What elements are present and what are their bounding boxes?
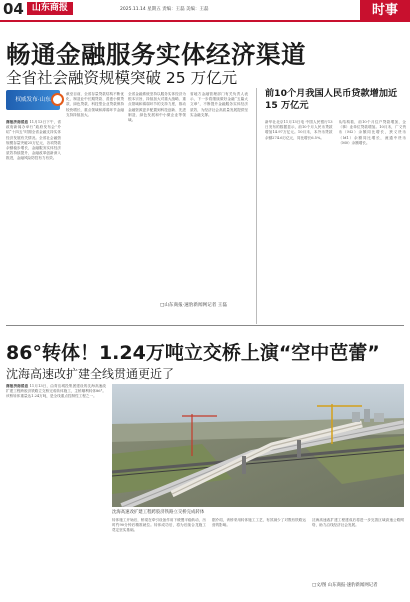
page-number: 04 <box>3 0 24 18</box>
bridge-photo-illustration <box>112 384 404 507</box>
article2-column-2 <box>112 518 206 596</box>
article1-paragraph: 全省金融系统坚持以服务实体经济为根本宗旨，持续加大对重大战略、重点领域和薄弱环节的支持力度，推动金融资源更多配置到科技创新、先进制造、绿色发展和中小微企业等领域。 <box>128 92 186 123</box>
article2-paragraph: 据介绍，该桥采用转体施工工艺，有效减少了对既有铁路运营的影响。 <box>212 518 306 528</box>
sidebar-signoff: □山东商报·速豹新闻网记者 王磊 <box>160 303 227 308</box>
masthead <box>0 0 73 17</box>
sidebar-column-2 <box>339 120 407 316</box>
sidebar-column-1 <box>265 120 333 316</box>
article2-lead: 商报济南消息 <box>6 384 29 388</box>
banner-ring-icon <box>51 93 64 106</box>
article2-column-1 <box>6 384 106 596</box>
header-rule <box>0 20 360 22</box>
article1-lead: 商报济南消息 <box>6 120 29 124</box>
article2-signoff: □文/图 山东商报·速豹新闻网记者 <box>312 583 378 588</box>
page-header <box>0 0 410 22</box>
article1-paragraph: 11月13日下午，省政府新闻办举行“政府发布会”介绍“十四五”时期全省金融支持实体经济发展有关情况。全省社会融资规模存量突破25万亿元，各项贷款余额稳步增长，金融服务实体经济质效持续提升，金融改革创新深入推进，金融风险防控有力有效。 <box>6 120 61 161</box>
article1-column-4 <box>190 92 248 320</box>
article2-paragraph: 转体施工开始后，桥梁在牵引设备作用下缓慢平稳转动，历时约90分钟后精准就位。转体成功后，将为后续合龙施工奠定坚实基础。 <box>112 518 206 533</box>
section-divider <box>6 325 404 326</box>
issue-date: 2025.11.14 星期五 责编：王磊 美编：王磊 <box>120 7 209 12</box>
article2-column-3 <box>212 518 306 596</box>
photo-caption: 沈海高速改扩建工程跨胶济铁路立交桥完成转体 <box>112 510 205 515</box>
article1-column-2 <box>66 92 124 320</box>
article1-paragraph: 省地方金融管理部门有关负责人表示，下一步将继续做好金融“五篇大文章”，不断提升金融服务实体经济质效，为经济社会高质量发展提供坚实金融支撑。 <box>190 92 248 117</box>
sidebar-headline: 前10个月我国人民币贷款增加近 15 万亿元 <box>265 88 398 111</box>
paper-name: 山东商报 <box>27 2 73 15</box>
article1-subheadline: 全省社会融资规模突破 25 万亿元 <box>6 69 238 87</box>
article1-column-1 <box>6 120 61 320</box>
article2-paragraph: 沈海高速改扩建工程建成后将进一步完善区域高速公路网络，助力沿线经济社会发展。 <box>312 518 404 528</box>
article2-subheadline: 沈海高速改扩建全线贯通更近了 <box>6 367 175 381</box>
section-tag: 时事 <box>360 0 410 22</box>
sidebar-paragraph: 从结构看，前10个月住户贷款增加，企（事）业单位贷款增加。10月末，广义货币（M2）余额同比增长，狭义货币（M1）余额同比增长，流通中货币（M0）余额增长。 <box>338 120 406 145</box>
article2-headline: 86°转体！1.24万吨立交桥上演“空中芭蕾” <box>6 342 380 364</box>
article1-paragraph: 截至目前，全省存量贷款结构不断优化，制造业中长期贷款、普惠小微贷款、绿色贷款、科技型企业贷款保持较快增长，重点领域和薄弱环节金融支持持续加大。 <box>66 92 124 117</box>
sidebar-paragraph: 新华社北京11月13日电 中国人民银行13日发布的数据显示，前10个月人民币贷款增加14.97万亿元。10月末，本外币贷款余额274.6万亿元，同比增长6.5%。 <box>265 120 333 140</box>
article1-column-3 <box>128 92 186 320</box>
sidebar-article <box>256 88 406 324</box>
banner-label: 权威发布·山东 <box>15 97 51 103</box>
article1-banner <box>6 90 60 110</box>
bridge-photo <box>112 384 404 507</box>
article1-headline: 畅通金融服务实体经济渠道 <box>6 40 306 69</box>
article2-paragraph: 11月13日，由青岛城投集团建设的沈海高速改扩建工程跨胶济铁路立交桥完成转体施工，主桥顺利转体86°。该桥转体重量达1.24万吨，是全线重点控制性工程之一。 <box>6 384 106 399</box>
